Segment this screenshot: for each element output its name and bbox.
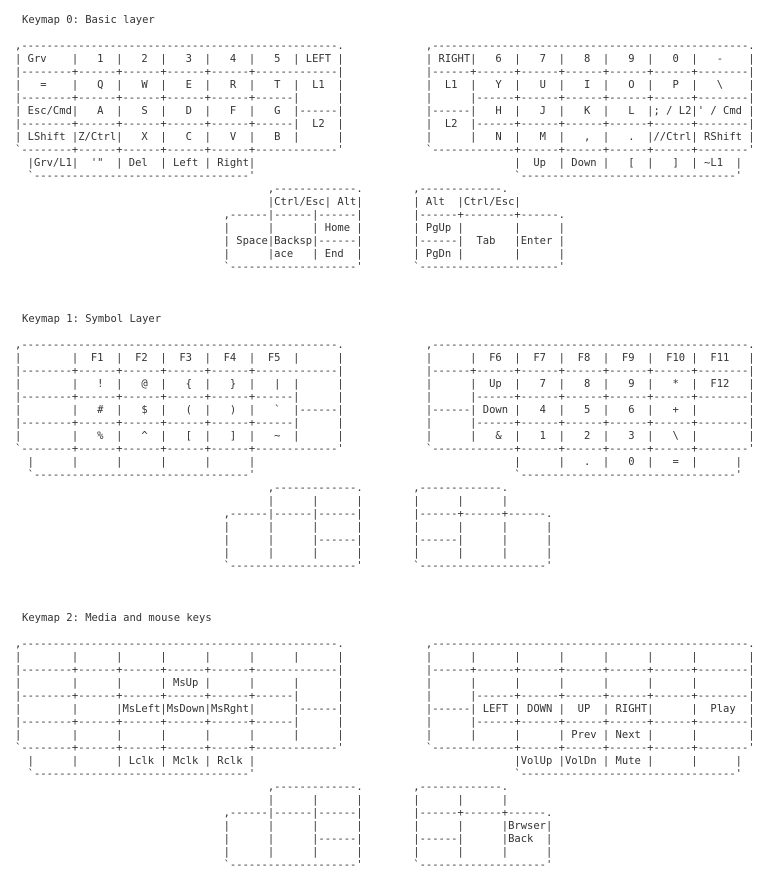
- keymap-section-media-mouse-layer: [15, 612, 761, 872]
- keymap-1-diagram: ,--------------------------------------------------. ,--------------------------------------------------. | | F1 | F2 | F3 | F4 | F5 | | | | F6 | F7 | F8 | F9 | F10 | F11 | |--------+------+------+------+------+-------------| |------+------+------+------+------+------+--------| | | ! | @ | { | } | | | | | | Up | 7 | 8 | 9 | * | F12 | |--------+------+------+------+------+------| | | |------+------+------+------+------+--------| | | # | $ | ( | ) | ` |------| |------| Down | 4 | 5 | 6 | + | | |--------+------+------+------+------+------| | | |------+------+------+------+------+--------| | | % | ^ | [ | ] | ~ | | | | & | 1 | 2 | 3 | \ | | `--------+------+------+------+------+-------------' `-------------+------+------+------+------+--------' | | | | | | | | . | 0 | = | | `----------------------------------' `----------------------------------' ,-------------. ,-------------. | | | | | | ,------|------|------| |------+------+------. | | | | | | | | | | |------| |------| | | | | | | | | | | `--------------------' `--------------------': [15, 339, 755, 572]
- keymap-2-title: Keymap 2: Media and mouse keys: [22, 612, 212, 624]
- keymap-1-title: Keymap 1: Symbol Layer: [22, 313, 162, 325]
- keymap-section-basic-layer: [15, 14, 761, 274]
- keymap-0-diagram: ,--------------------------------------------------. ,--------------------------------------------------. | Grv | 1 | 2 | 3 | 4 | 5 | LEFT | | RIGHT| 6 | 7 | 8 | 9 | 0 | - | |--------+------+------+------+------+-------------| |------+------+------+------+------+------+--------| | = | Q | W | E | R | T | L1 | | L1 | Y | U | I | O | P | \ | |--------+------+------+------+------+------| | | |------+------+------+------+------+--------| | Esc/Cmd| A | S | D | F | G |------| |------| H | J | K | L |; / L2|' / Cmd | |--------+------+------+------+------+------| L2 | | L2 |------+------+------+------+------+--------| | LShift |Z/Ctrl| X | C | V | B | | | | N | M | , | . |//Ctrl| RShift | `--------+------+------+------+------+-------------' `-------------+------+------+------+------+--------' |Grv/L1| '" | Del | Left | Right| | Up | Down | [ | ] | ~L1 | `----------------------------------' `----------------------------------' ,-------------. ,-------------. |Ctrl/Esc| Alt| | Alt |Ctrl/Esc| ,------|------|------| |------+--------+------. | | | Home | | PgUp | | | | Space|Backsp|------| |------| Tab |Enter | | |ace | End | | PgDn | | | `--------------------' `----------------------': [15, 40, 755, 273]
- keymap-section-symbol-layer: [15, 313, 761, 573]
- keymap-0-title: Keymap 0: Basic layer: [22, 14, 155, 26]
- keymap-2-diagram: ,--------------------------------------------------. ,--------------------------------------------------. | | | | | | | | | | | | | | | | |--------+------+------+------+------+-------------| |------+------+------+------+------+------+--------| | | | | MsUp | | | | | | | | | | | | |--------+------+------+------+------+------| | | |------+------+------+------+------+--------| | | |MsLeft|MsDown|MsRght| |------| |------| LEFT | DOWN | UP | RIGHT| | Play | |--------+------+------+------+------+------| | | |------+------+------+------+------+--------| | | | | | | | | | | | | Prev | Next | | | `--------+------+------+------+------+-------------' `-------------+------+------+------+------+--------' | | | Lclk | Mclk | Rclk | |VolUp |VolDn | Mute | | | `----------------------------------' `----------------------------------' ,-------------. ,-------------. | | | | | | ,------|------|------| |------+------+------. | | | | | | |Brwser| | | |------| |------| |Back | | | | | | | | | `--------------------' `--------------------': [15, 638, 755, 871]
